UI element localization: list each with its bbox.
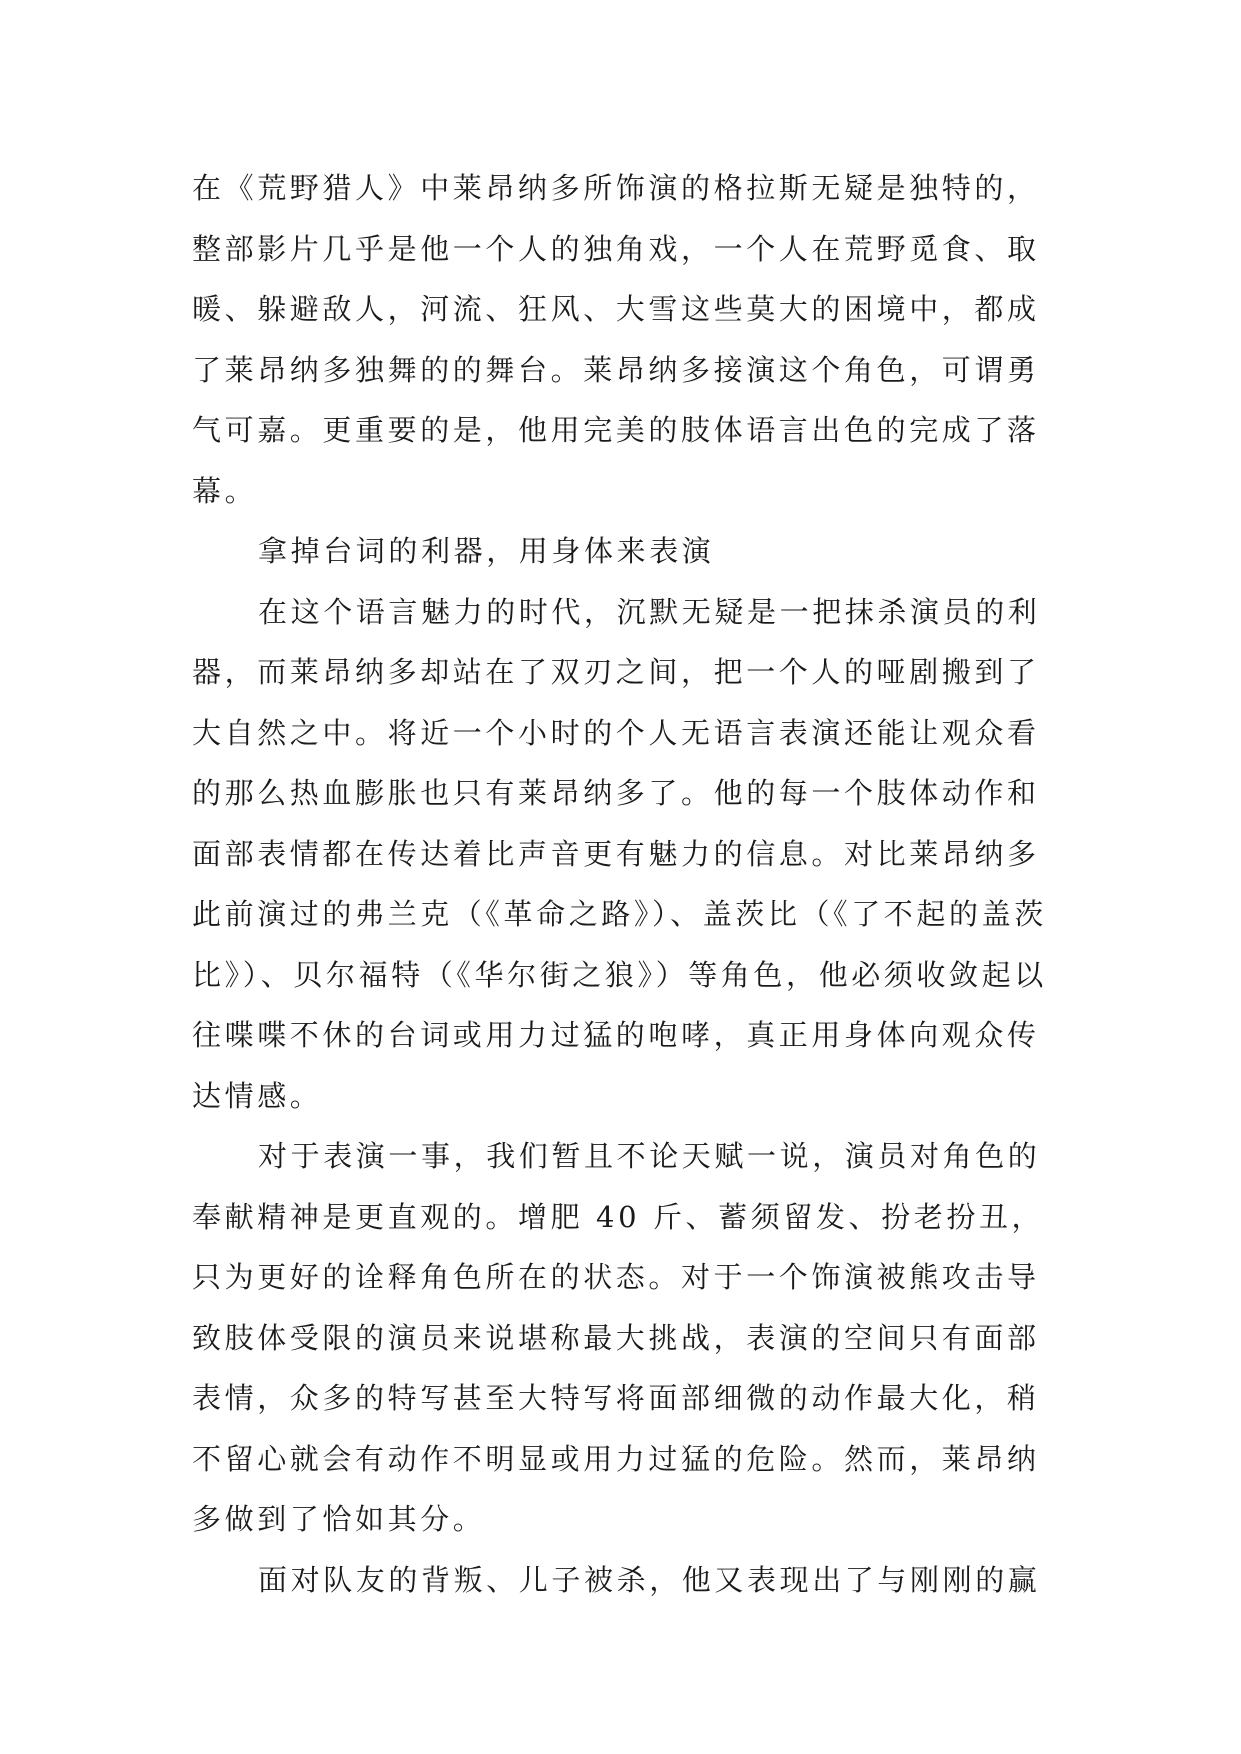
text-line: 不留心就会有动作不明显或用力过猛的危险。然而，莱昂纳 bbox=[192, 1441, 1040, 1476]
text-line: 面部表情都在传达着比声音更有魅力的信息。对比莱昂纳多 bbox=[192, 836, 1040, 871]
text-line: 大自然之中。将近一个小时的个人无语言表演还能让观众看 bbox=[192, 715, 1040, 750]
text-line: 暖、躲避敌人，河流、狂风、大雪这些莫大的困境中，都成 bbox=[192, 292, 1040, 326]
paragraph-first-line: 面对队友的背叛、儿子被杀，他又表现出了与刚刚的赢 bbox=[258, 1562, 1041, 1597]
text-line: 达情感。 bbox=[192, 1078, 323, 1113]
text-line: 整部影片几乎是他一个人的独角戏，一个人在荒野觅食、取 bbox=[192, 231, 1040, 266]
text-line: 奉献精神是更直观的。增肥 40 斤、蓄须留发、扮老扮丑， bbox=[192, 1199, 1045, 1234]
paragraph-first-line: 拿掉台词的利器，用身体来表演 bbox=[258, 534, 715, 568]
text-line: 在《荒野猎人》中莱昂纳多所饰演的格拉斯无疑是独特的， bbox=[192, 171, 1040, 205]
text-line: 器，而莱昂纳多却站在了双刃之间，把一个人的哑剧搬到了 bbox=[192, 655, 1040, 689]
text-line: 只为更好的诠释角色所在的状态。对于一个饰演被熊攻击导 bbox=[192, 1260, 1040, 1294]
text-line: 幕。 bbox=[192, 473, 258, 508]
text-line: 的那么热血膨胀也只有莱昂纳多了。他的每一个肢体动作和 bbox=[192, 776, 1040, 810]
text-line: 往喋喋不休的台词或用力过猛的咆哮，真正用身体向观众传 bbox=[192, 1018, 1040, 1052]
text-line: 了莱昂纳多独舞的的舞台。莱昂纳多接演这个角色，可谓勇 bbox=[192, 352, 1040, 387]
document-body bbox=[192, 158, 1054, 1610]
text-line: 多做到了恰如其分。 bbox=[192, 1502, 486, 1536]
paragraph-first-line: 对于表演一事，我们暂且不论天赋一说，演员对角色的 bbox=[258, 1139, 1041, 1173]
text-line: 表情，众多的特写甚至大特写将面部细微的动作最大化，稍 bbox=[192, 1381, 1040, 1415]
text-line: 气可嘉。更重要的是，他用完美的肢体语言出色的完成了落 bbox=[192, 413, 1040, 447]
paragraph-first-line: 在这个语言魅力的时代，沉默无疑是一把抹杀演员的利 bbox=[258, 594, 1041, 629]
text-line: 致肢体受限的演员来说堪称最大挑战，表演的空间只有面部 bbox=[192, 1320, 1040, 1355]
text-line: 比》）、贝尔福特（《华尔街之狼》）等角色，他必须收敛起以 bbox=[192, 957, 1047, 992]
text-line: 此前演过的弗兰克（《革命之路》）、盖茨比（《了不起的盖茨 bbox=[192, 897, 1047, 931]
